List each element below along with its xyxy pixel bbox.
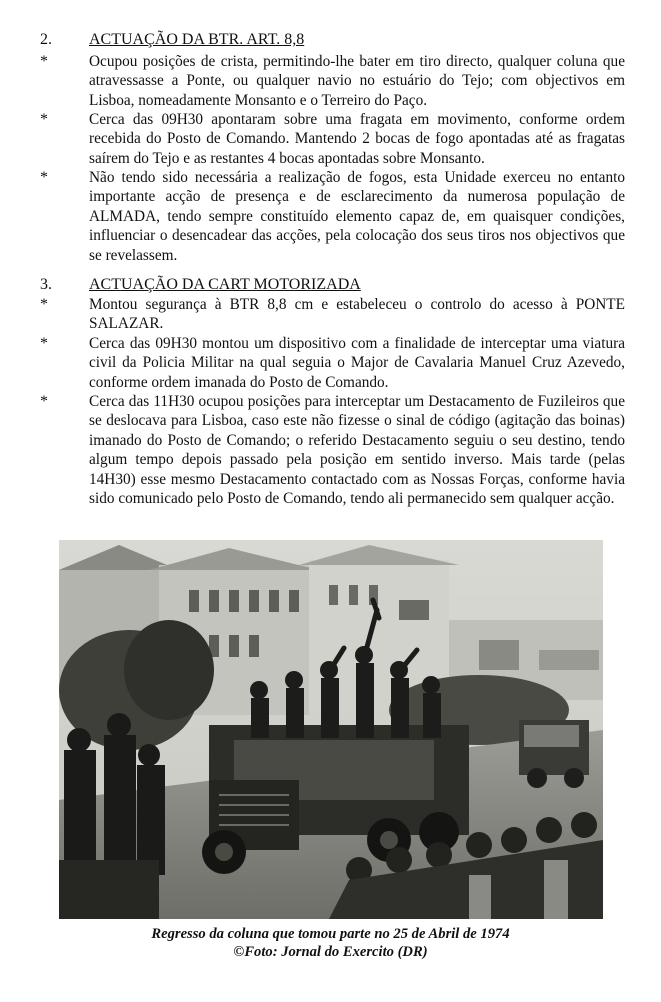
- item-text: Não tendo sido necessária a realização de fogos, esta Unidade exerceu no entanto importante acção de presença e de esclarecimento da numerosa população de ALMADA, tendo sempre constituído elemento capaz de, em quaisquer condições, influenciar o desencadear das acções, pela colocação dos seus tiros nos objectivos que se revelassem.: [89, 169, 625, 264]
- bullet-asterisk: *: [40, 169, 48, 186]
- section-title: ACTUAÇÃO DA BTR. ART. 8,8: [89, 31, 305, 48]
- list-item: [40, 110, 628, 168]
- section-number: 3.: [40, 276, 52, 293]
- photo-credit: ©Foto: Jornal do Exercito (DR): [233, 944, 428, 960]
- section-title: ACTUAÇÃO DA CART MOTORIZADA: [89, 276, 361, 293]
- photo-caption: Regresso da coluna que tomou parte no 25 de Abril de 1974: [151, 926, 510, 942]
- bullet-asterisk: *: [40, 393, 48, 410]
- item-text: Ocupou posições de crista, permitindo-lhe bater em tiro directo, qualquer coluna que atravessasse a Ponte, ou qualquer navio no estuário do Tejo; com objectivos em Lisboa, nomeadamente Monsanto e o Terreiro do Paço.: [89, 53, 625, 109]
- item-text: Cerca das 09H30 montou um dispositivo com a finalidade de interceptar uma viatura civil da Policia Militar na qual seguia o Major de Cavalaria Manuel Cruz Azevedo, conforme ordem imanada do Posto de Comando.: [89, 335, 625, 391]
- bullet-asterisk: *: [40, 53, 48, 70]
- bullet-asterisk: *: [40, 335, 48, 352]
- item-text: Cerca das 11H30 ocupou posições para interceptar um Destacamento de Fuzileiros que se deslocava para Lisboa, caso este não fizesse o sinal de código (agitação das boinas) imanado do Posto de Comando; o referido Destacamento seguiu o seu destino, tendo algum tempo depois passado pela posição em sentido inverso. Mais tarde (pelas 14H30) esse mesmo Destacamento contactado com as Nossas Forças, conforme havia sido comunicado pelo Posto de Comando, tendo ali permanecido sem qualquer acção.: [89, 393, 625, 508]
- bullet-asterisk: *: [40, 111, 48, 128]
- list-item: [40, 392, 628, 508]
- list-item: [40, 295, 628, 334]
- list-item: [40, 168, 628, 265]
- item-text: Montou segurança à BTR 8,8 cm e estabeleceu o controlo do acesso à PONTE SALAZAR.: [89, 296, 625, 333]
- item-text: Cerca das 09H30 apontaram sobre uma fragata em movimento, conforme ordem recebida do Posto de Comando. Mantendo 2 bocas de fogo apontadas até as fragatas saírem do Tejo e as restantes 4 bocas apontadas sobre Monsanto.: [89, 111, 625, 167]
- section-number: 2.: [40, 31, 52, 48]
- bullet-asterisk: *: [40, 296, 48, 313]
- photo-illustration: [59, 540, 603, 919]
- list-item: [40, 334, 628, 392]
- historical-photo: [59, 540, 603, 919]
- list-item: [40, 52, 628, 110]
